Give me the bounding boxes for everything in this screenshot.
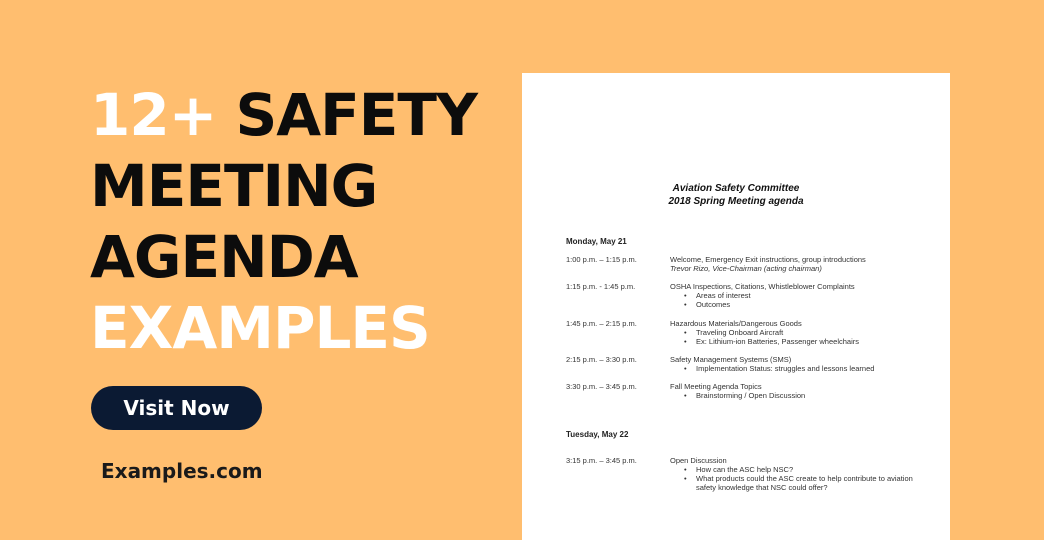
entry-content <box>670 382 946 400</box>
entry-time: 1:45 p.m. – 2:15 p.m. <box>566 319 637 328</box>
visit-now-button[interactable]: Visit Now <box>91 386 262 430</box>
entry-content <box>670 355 946 373</box>
entry-time: 1:15 p.m. - 1:45 p.m. <box>566 282 636 291</box>
headline-line-3: AGENDA <box>90 223 358 291</box>
entry-time: 1:00 p.m. – 1:15 p.m. <box>566 255 637 264</box>
bullet-item: • Brainstorming / Open Discussion <box>696 391 946 400</box>
entry-title: OSHA Inspections, Citations, Whistleblower Complaints <box>670 282 855 291</box>
bullet-item: • Implementation Status: struggles and lessons learned <box>696 364 946 373</box>
entry-content <box>670 255 946 273</box>
entry-bullets <box>670 364 946 373</box>
entry-time: 3:15 p.m. – 3:45 p.m. <box>566 456 637 465</box>
bullet-item: • What products could the ASC create to help contribute to aviation safety knowledge that NSC could offer? <box>696 474 916 492</box>
brand-name: Examples.com <box>101 459 263 483</box>
entry-title: Welcome, Emergency Exit instructions, group introductions <box>670 255 866 264</box>
entry-title: Fall Meeting Agenda Topics <box>670 382 762 391</box>
entry-bullets <box>670 328 946 346</box>
entry-title: Safety Management Systems (SMS) <box>670 355 792 364</box>
bullet-item: • Areas of interest <box>696 291 946 300</box>
headline-line-4: EXAMPLES <box>90 294 430 362</box>
bullet-item: • Traveling Onboard Aircraft <box>696 328 946 337</box>
entry-title: Open Discussion <box>670 456 727 465</box>
headline-word-safety: SAFETY <box>216 81 477 149</box>
day-heading: Monday, May 21 <box>566 237 627 246</box>
bullet-item: • Outcomes <box>696 300 946 309</box>
headline-line-2: MEETING <box>90 152 378 220</box>
entry-content <box>670 282 946 309</box>
bullet-item: • Ex: Lithium-ion Batteries, Passenger wheelchairs <box>696 337 946 346</box>
entry-bullets <box>670 391 946 400</box>
headline-line-1 <box>90 80 510 151</box>
entry-bullets <box>670 291 946 309</box>
entry-content <box>670 456 946 492</box>
document-preview <box>522 73 950 540</box>
headline <box>90 80 510 364</box>
entry-time: 3:30 p.m. – 3:45 p.m. <box>566 382 637 391</box>
bullet-item: • How can the ASC help NSC? <box>696 465 946 474</box>
entry-time: 2:15 p.m. – 3:30 p.m. <box>566 355 637 364</box>
document-subtitle: 2018 Spring Meeting agenda <box>668 196 804 207</box>
entry-title: Hazardous Materials/Dangerous Goods <box>670 319 802 328</box>
document-title: Aviation Safety Committee <box>672 183 800 194</box>
day-heading: Tuesday, May 22 <box>566 430 629 439</box>
entry-content <box>670 319 946 346</box>
entry-subtitle: Trevor Rizo, Vice-Chairman (acting chairman) <box>670 264 822 273</box>
headline-count: 12+ <box>90 81 217 149</box>
entry-bullets <box>670 465 946 492</box>
